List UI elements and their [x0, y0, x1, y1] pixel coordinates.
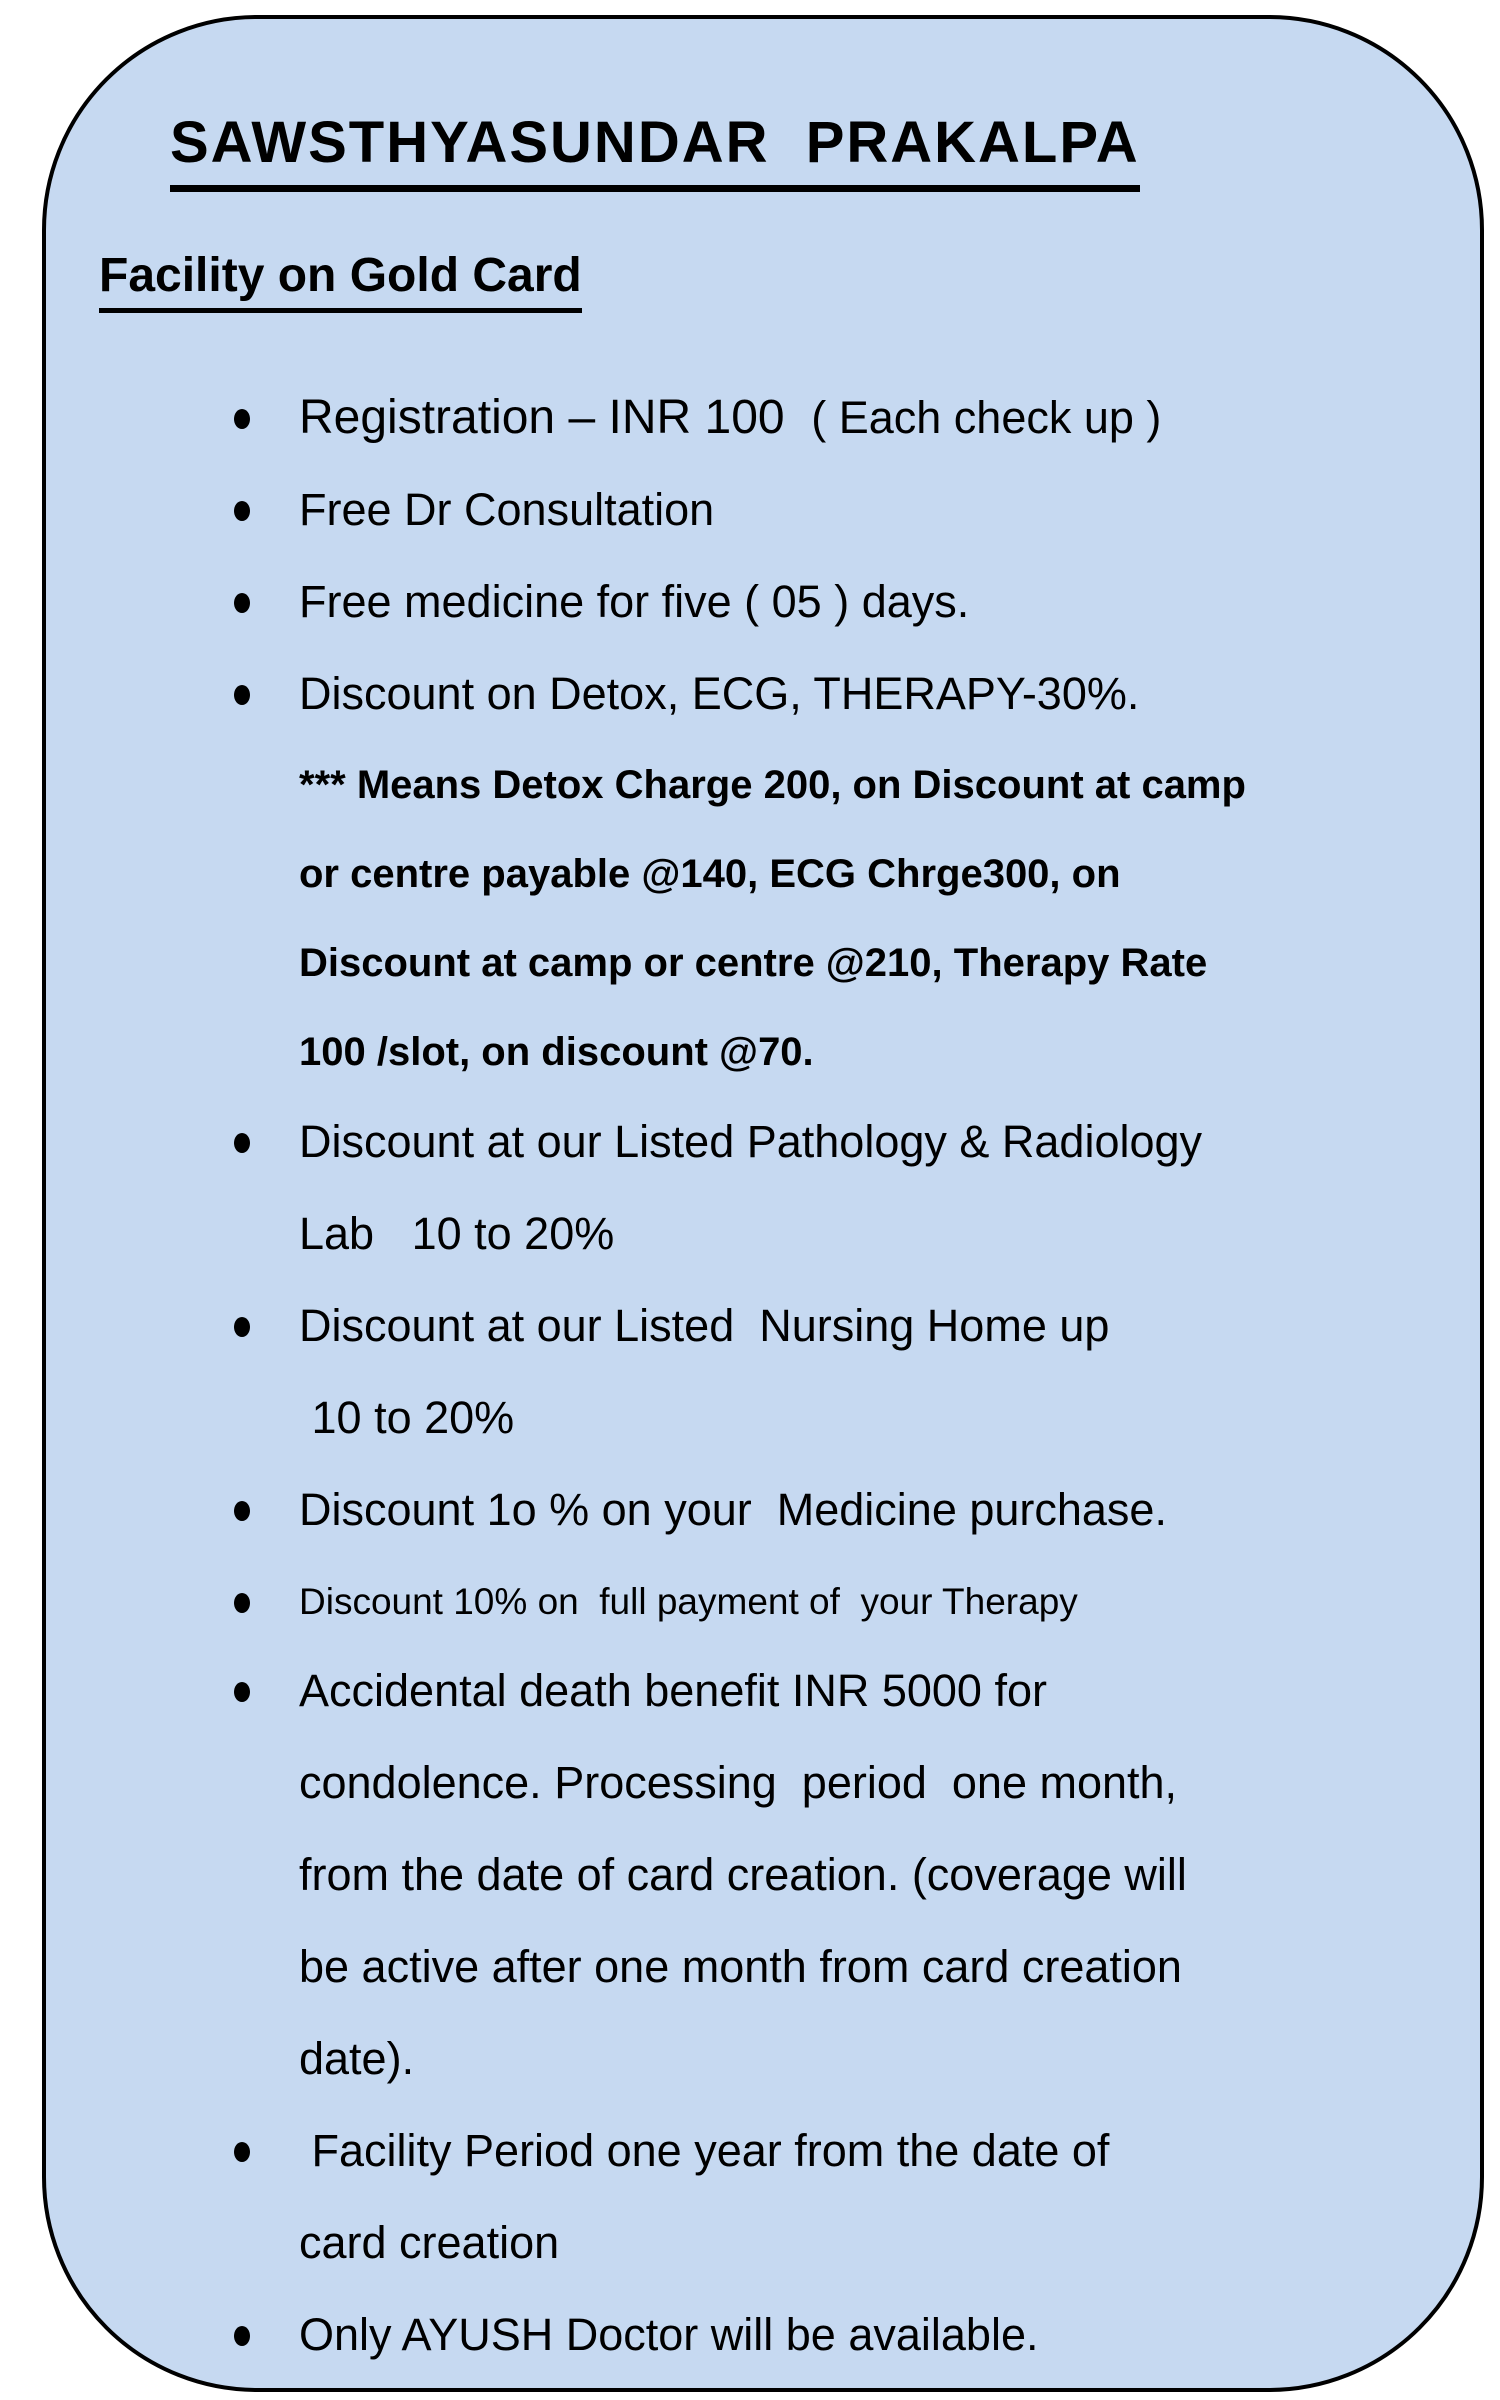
text-segment: Only AYUSH Doctor will be available.: [299, 2308, 1039, 2360]
list-item: [46, 469, 1480, 561]
list-item-line: [299, 377, 1480, 469]
list-item-line: [299, 561, 1480, 653]
text-segment: Discount on Detox, ECG, THERAPY-30%.: [299, 667, 1140, 719]
text-segment: Facility Period one year from the date of: [299, 2124, 1110, 2176]
text-segment: condolence. Processing period one month,: [299, 1756, 1178, 1808]
text-segment: Discount at our Listed Pathology & Radiology: [299, 1115, 1203, 1167]
bullet-icon: [234, 1682, 250, 1702]
bullet-icon: [234, 2142, 250, 2162]
list-item: [46, 745, 1480, 1101]
bullet-icon: [234, 1501, 250, 1521]
list-item: [46, 653, 1480, 745]
bullet-icon: [234, 1133, 250, 1153]
text-segment: Discount 10% on full payment of your Therapy: [299, 1580, 1078, 1622]
text-segment: or centre payable @140, ECG Chrge300, on: [299, 851, 1121, 896]
bullet-icon: [234, 593, 250, 613]
list-item: [46, 1469, 1480, 1561]
bullet-icon: [234, 409, 250, 429]
list-item-line: [299, 1285, 1480, 1377]
text-segment: 100 /slot, on discount @70.: [299, 1029, 814, 1074]
section-heading-gold-card: [99, 250, 1480, 313]
list-item-line: [299, 1650, 1480, 1742]
text-segment: Discount 1o % on your Medicine purchase.: [299, 1483, 1167, 1535]
text-segment: Discount at camp or centre @210, Therapy Rate: [299, 940, 1208, 985]
text-segment: Lab 10 to 20%: [299, 1207, 615, 1259]
text-segment: ( Each check up ): [811, 391, 1162, 443]
list-item-line: [299, 2018, 1480, 2110]
list-item-line: [299, 1377, 1480, 1469]
list-item-line: [299, 745, 1480, 834]
bullet-icon: [234, 501, 250, 521]
page-title-text: SAWSTHYASUNDAR PRAKALPA: [170, 111, 1140, 192]
list-item: [46, 1101, 1480, 1285]
list-item: [46, 2294, 1480, 2386]
list-item-line: [299, 2294, 1480, 2386]
section-heading-text: Facility on Gold Card: [99, 250, 582, 313]
list-item-line: [299, 923, 1480, 1012]
page-title: [170, 111, 1480, 192]
list-item-line: [299, 1469, 1480, 1561]
list-item-line: [299, 1926, 1480, 2018]
list-item-line: [299, 1193, 1480, 1285]
list-item: [46, 1561, 1480, 1650]
bullet-icon: [234, 685, 250, 705]
text-segment: be active after one month from card creation: [299, 1940, 1182, 1992]
text-segment: *** Means Detox Charge 200, on Discount at camp: [299, 762, 1246, 807]
facility-list: [46, 377, 1480, 2386]
text-segment: Registration – INR 100: [299, 390, 812, 444]
list-item-line: [299, 1742, 1480, 1834]
text-segment: Free Dr Consultation: [299, 483, 715, 535]
list-item: [46, 1650, 1480, 2110]
list-item-line: [299, 2202, 1480, 2294]
list-item-line: [299, 1101, 1480, 1193]
list-item-line: [299, 1561, 1480, 1650]
list-item: [46, 2110, 1480, 2294]
text-segment: Free medicine for five ( 05 ) days.: [299, 575, 970, 627]
text-segment: Accidental death benefit INR 5000 for: [299, 1664, 1047, 1716]
list-item: [46, 377, 1480, 469]
list-item: [46, 1285, 1480, 1469]
bullet-icon: [234, 2326, 250, 2346]
gold-card-panel: [42, 15, 1484, 2392]
list-item-line: [299, 653, 1480, 745]
text-segment: card creation: [299, 2216, 560, 2268]
list-item-line: [299, 1834, 1480, 1926]
text-segment: Discount at our Listed Nursing Home up: [299, 1299, 1110, 1351]
list-item-line: [299, 469, 1480, 561]
bullet-icon: [234, 1317, 250, 1337]
list-item: [46, 561, 1480, 653]
text-segment: 10 to 20%: [299, 1391, 515, 1443]
text-segment: date).: [299, 2032, 415, 2084]
text-segment: from the date of card creation. (coverage will: [299, 1848, 1187, 1900]
list-item-line: [299, 1012, 1480, 1101]
list-item-line: [299, 2110, 1480, 2202]
bullet-icon: [234, 1593, 250, 1613]
list-item-line: [299, 834, 1480, 923]
